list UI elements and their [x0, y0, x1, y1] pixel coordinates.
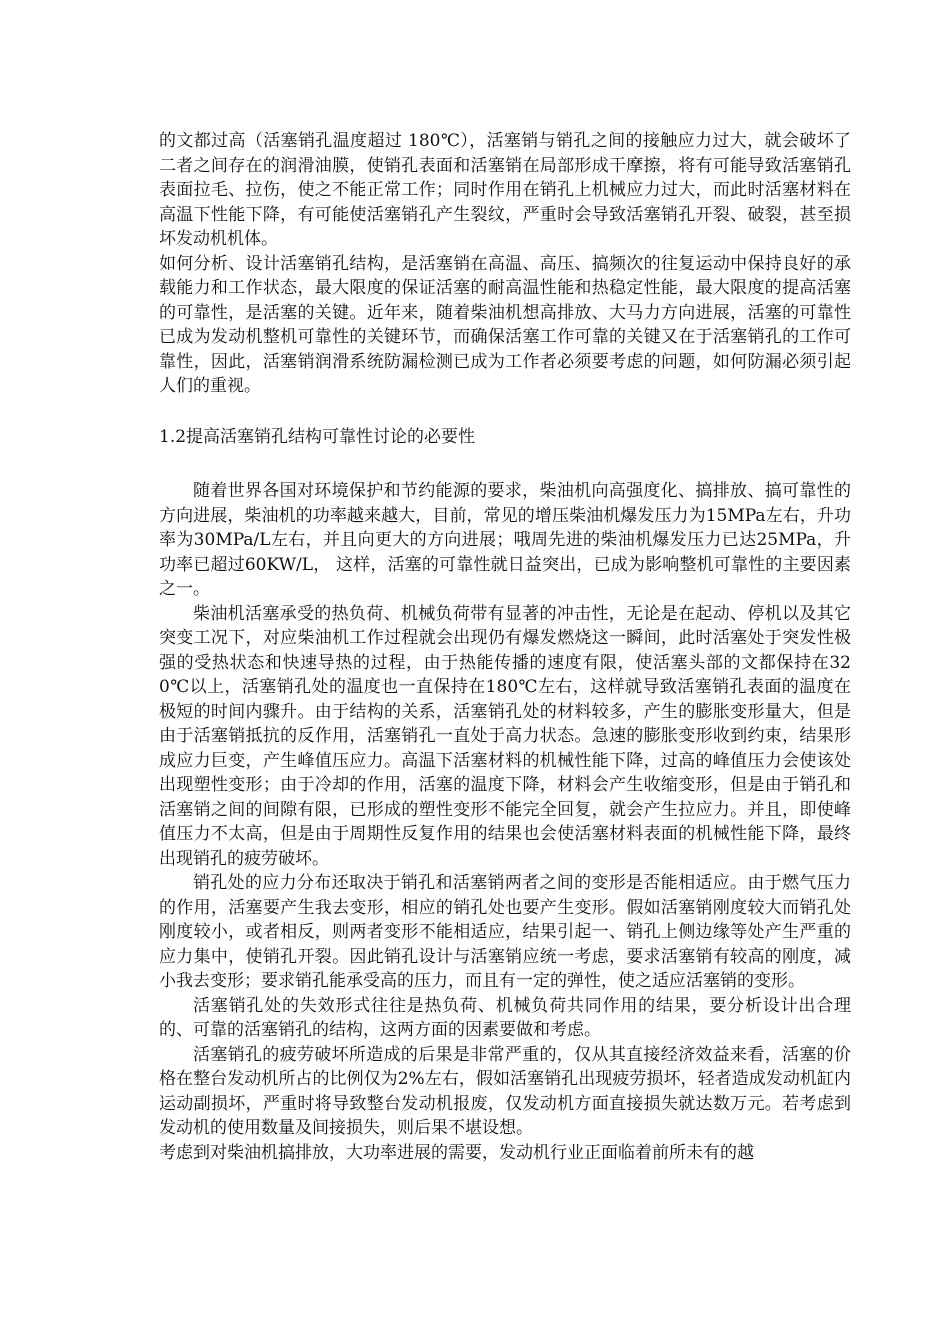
document-page: [159, 129, 851, 1165]
body-paragraph-4: 活塞销孔处的失效形式往往是热负荷、机械负荷共同作用的结果，要分析设计出合理的、可靠的活塞销孔的结构，这两方面的因素要做和考虑。: [159, 995, 851, 1040]
intro-paragraph-1: 的文都过高（活塞销孔温度超过 180℃），活塞销与销孔之间的接触应力过大，就会破坏了二者之间存在的润滑油膜，使销孔表面和活塞销在局部形成干摩擦，将有可能导致活塞销孔表面拉毛、拉伤，使之不能正常工作；同时作用在销孔上机械应力过大，而此时活塞材料在高温下性能下降，有可能使活塞销孔产生裂纹，严重时会导致活塞销孔开裂、破裂，甚至损坏发动机机体。: [159, 131, 851, 249]
body-paragraph-5: 活塞销孔的疲劳破坏所造成的后果是非常严重的，仅从其直接经济效益来看，活塞的价格在整台发动机所占的比例仅为2%左右，假如活塞销孔出现疲劳损坏，轻者造成发动机缸内运动副损坏，严重时将导致整台发动机报废，仅发动机方面直接损失就达数万元。若考虑到发动机的使用数量及间接损失，则后果不堪设想。: [159, 1044, 851, 1138]
body-paragraph-2: 柴油机活塞承受的热负荷、机械负荷带有显著的冲击性，无论是在起动、停机以及其它突变工况下，对应柴油机工作过程就会出现仍有爆发燃烧这一瞬间，此时活塞处于突发性极强的受热状态和快速导热的过程，由于热能传播的速度有限，使活塞头部的文都保持在320℃以上，活塞销孔处的温度也一直保持在180℃左右，这样就导致活塞销孔表面的温度在极短的时间内骤升。由于结构的关系，活塞销孔处的材料较多，产生的膨胀变形量大，但是由于活塞销抵抗的反作用，活塞销孔一直处于高力状态。急速的膨胀变形收到约束，结果形成应力巨变，产生峰值压应力。高温下活塞材料的机械性能下降，过高的峰值压力会使该处出现塑性变形；由于冷却的作用，活塞的温度下降，材料会产生收缩变形，但是由于销孔和活塞销之间的间隙有限，已形成的塑性变形不能完全回复，就会产生拉应力。并且，即使峰值压力不太高，但是由于周期性反复作用的结果也会使活塞材料表面的机械性能下降，最终出现销孔的疲劳破坏。: [159, 603, 851, 869]
body-paragraph-6: 考虑到对柴油机搞排放，大功率进展的需要，发动机行业正面临着前所未有的越: [159, 1142, 754, 1163]
body-paragraph-3: 销孔处的应力分布还取决于销孔和活塞销两者之间的变形是否能相适应。由于燃气压力的作用，活塞要产生我去变形，相应的销孔处也要产生变形。假如活塞销刚度较大而销孔处刚度较小，或者相反，则两者变形不能相适应，结果引起一、销孔上侧边缘等处产生严重的应力集中，使销孔开裂。因此销孔设计与活塞销应统一考虑，要求活塞销有较高的刚度，减小我去变形；要求销孔能承受高的压力，而且有一定的弹性，使之适应活塞销的变形。: [159, 873, 851, 991]
intro-paragraph-2: 如何分析、设计活塞销孔结构，是活塞销在高温、高压、搞频次的往复运动中保持良好的承载能力和工作状态，最大限度的保证活塞的耐高温性能和热稳定性能，最大限度的提高活塞的可靠性，是活塞的关键。近年来，随着柴油机想高排放、大马力方向进展，活塞的可靠性已成为发动机整机可靠性的关键环节，而确保活塞工作可靠的关键又在于活塞销孔的工作可靠性，因此，活塞销润滑系统防漏检测已成为工作者必须要考虑的问题，如何防漏必须引起人们的重视。: [159, 253, 851, 396]
body-paragraph-1: 随着世界各国对环境保护和节约能源的要求，柴油机向高强度化、搞排放、搞可靠性的方向进展，柴油机的功率越来越大，目前，常见的增压柴油机爆发压力为15MPa左右，升功率为30MPa/L左右，并且向更大的方向进展；哦周先进的柴油机爆发压力已达25MPa，升功率已超过60KW/L， 这样，活塞的可靠性就日益突出，已成为影响整机可靠性的主要因素之一。: [159, 481, 851, 599]
section-heading: 1.2提高活塞销孔结构可靠性讨论的必要性: [159, 426, 476, 447]
